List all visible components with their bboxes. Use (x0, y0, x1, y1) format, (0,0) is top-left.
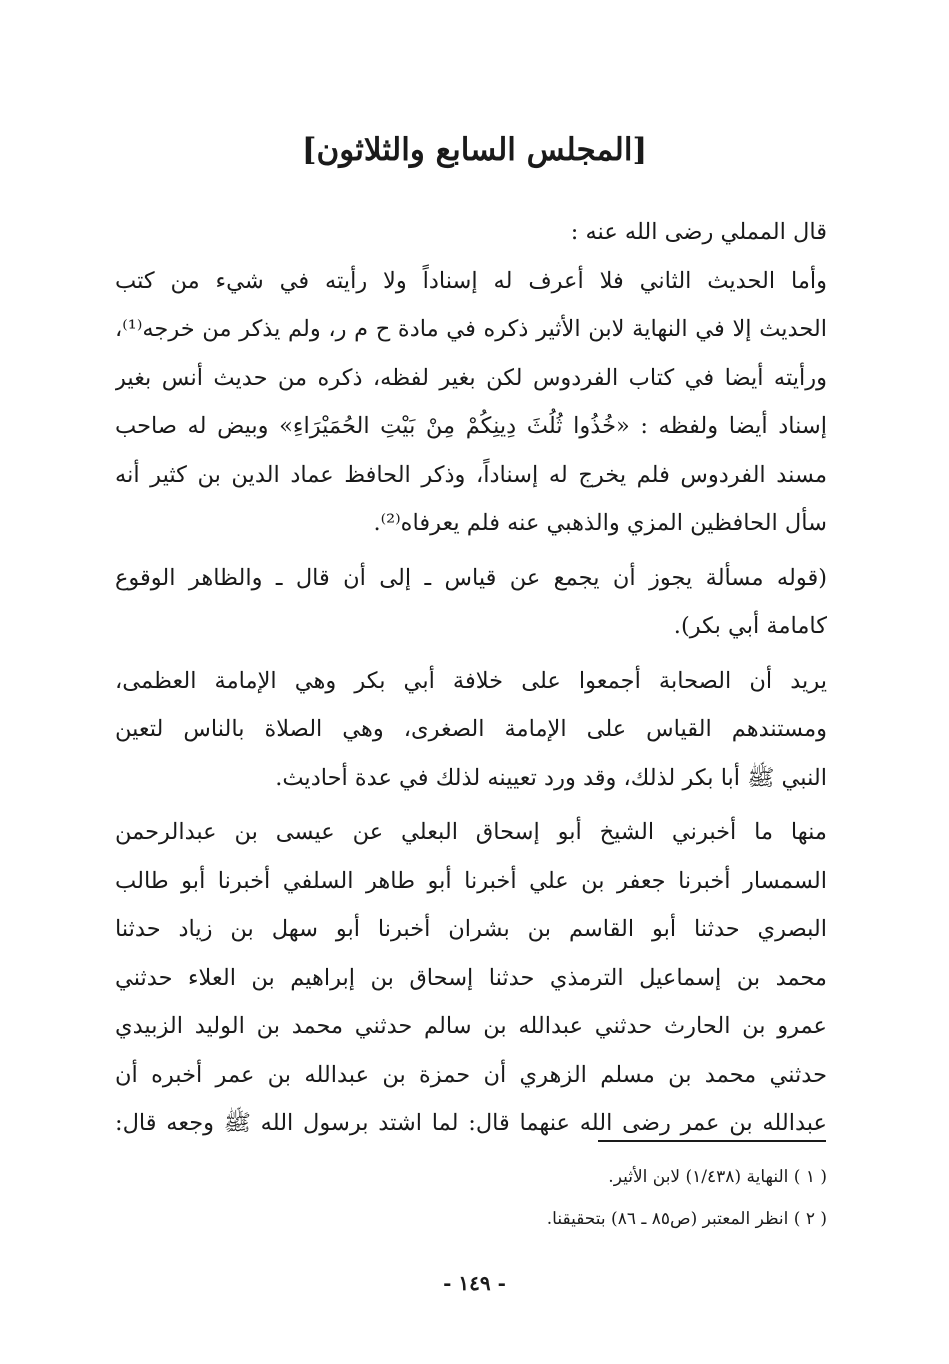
text-line: البصري حدثنا أبو القاسم بن بشران أخبرنا أبو سهل بن زياد حدثنا (115, 916, 827, 942)
text-line: (قوله مسألة يجوز أن يجمع عن قياس ـ إلى أن قال ـ والظاهر الوقوع (115, 564, 827, 591)
page-title: [المجلس السابع والثلاثون] (301, 132, 648, 168)
text-line: كامامة أبي بكر). (673, 613, 827, 639)
footnote-divider (598, 1140, 826, 1142)
text-line: قال المملي رضى الله عنه : (570, 219, 827, 245)
text-line: ومستندهم القياس على الإمامة الصغرى، وهي الصلاة بالناس لتعين (115, 716, 827, 742)
text-line: الحديث إلا في النهاية لابن الأثير ذكره في مادة ح م ر، ولم يذكر من خرجه⁽¹⁾، (115, 316, 827, 342)
text-line: حدثني محمد بن مسلم الزهري أن حمزة بن عبدالله بن عمر أخبره أن (115, 1061, 827, 1088)
footnotes (115, 1156, 827, 1240)
text-line: عبدالله بن عمر رضى الله عنهما قال: لما اشتد برسول الله ﷺ وجعه قال: (115, 1110, 827, 1136)
text-line: منها ما أخبرني الشيخ أبو إسحاق البعلي عن عيسى بن عبدالرحمن (115, 819, 827, 845)
text-line: سأل الحافظين المزي والذهبي عنه فلم يعرفاه⁽²⁾. (373, 510, 827, 536)
footnote-2: ( ٢ ) انظر المعتبر (ص٨٥ ـ ٨٦) بتحقيقنا. (546, 1209, 827, 1229)
text-line: السمسار أخبرنا جعفر بن علي أخبرنا أبو طاهر السلفي أخبرنا أبو طالب (115, 867, 827, 894)
main-text (115, 208, 827, 1148)
text-line: ورأيته أيضا في كتاب الفردوس لكن بغير لفظه، ذكره من حديث أنس بغير (115, 364, 827, 391)
text-line: النبي ﷺ أبا بكر لذلك، وقد ورد تعيينه لذلك في عدة أحاديث. (275, 764, 827, 791)
text-line: وأما الحديث الثاني فلا أعرف له إسناداً ولا رأيته في شيء من كتب (115, 267, 827, 294)
footnote-1: ( ١ ) النهاية (١/٤٣٨) لابن الأثير. (608, 1167, 827, 1187)
page-number: - ١٤٩ - (443, 1271, 506, 1295)
text-line: محمد بن إسماعيل الترمذي حدثنا إسحاق بن إبراهيم بن العلاء حدثني (115, 964, 827, 991)
text-line: مسند الفردوس فلم يخرج له إسناداً، وذكر الحافظ عماد الدين بن كثير أنه (115, 461, 827, 488)
text-line: يريد أن الصحابة أجمعوا على خلافة أبي بكر وهي الإمامة العظمى، (115, 667, 827, 694)
text-line: إسناد أيضا ولفظه : «خُذُوا ثُلُثَ دِينِكُمْ مِنْ بَيْتِ الحُمَيْرَاءِ» وبيض له صاحب (115, 413, 827, 439)
text-line: عمرو بن الحارث حدثني عبدالله بن سالم حدثني محمد بن الوليد الزبيدي (115, 1013, 827, 1039)
